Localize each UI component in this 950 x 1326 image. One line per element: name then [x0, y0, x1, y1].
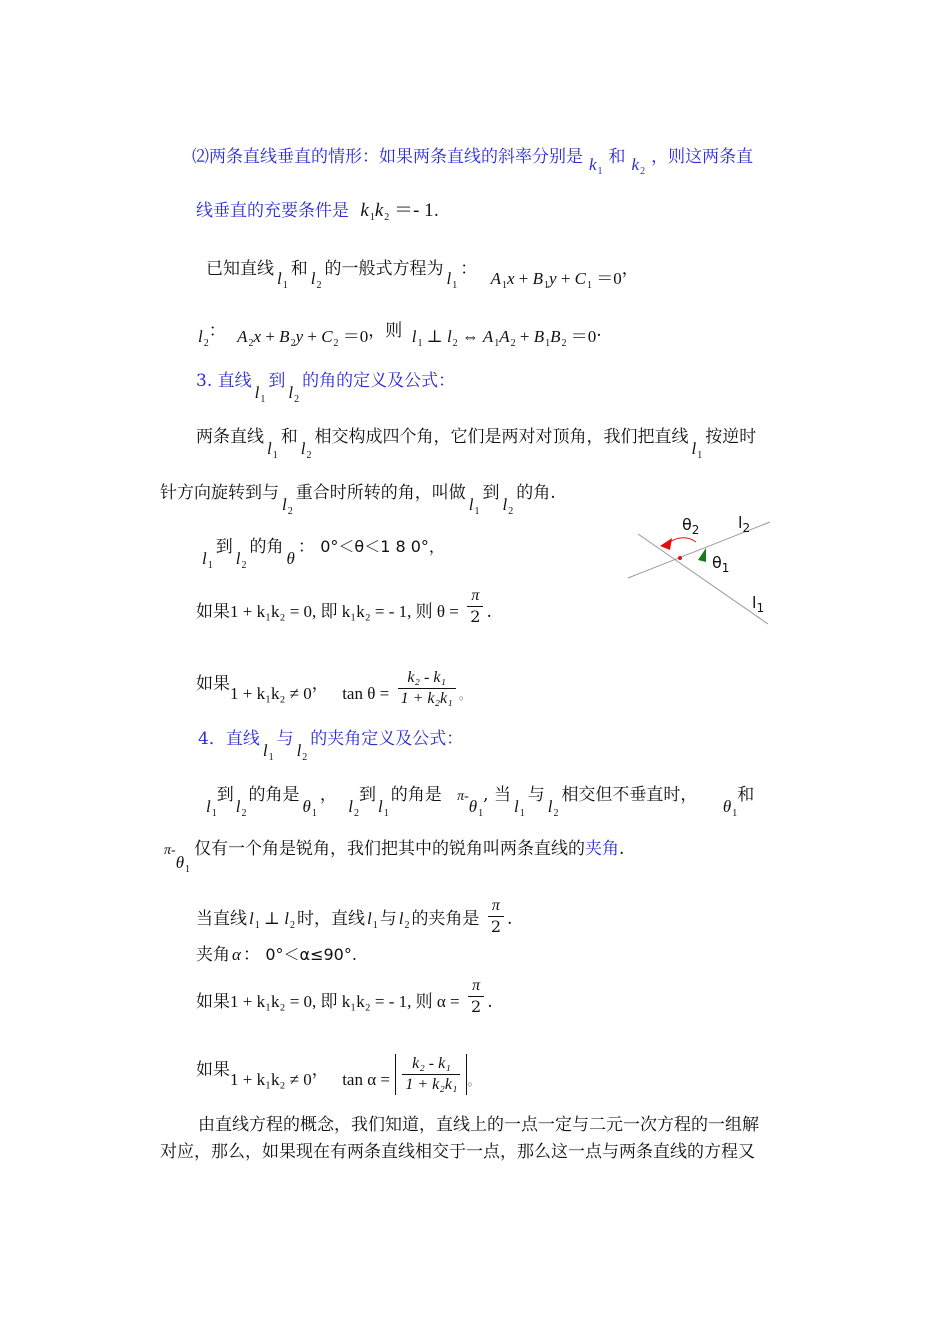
perp-result: $l_1$ ⊥ $l_2$ ⇔ $A_1A_2 + B_1B_2 =0$ — [411, 327, 597, 349]
s4-l1: $l_1$ — [206, 797, 217, 819]
section3-heading-mid: 到 — [268, 371, 286, 391]
s4-if2-expr: 1 + k₁k₂ ≠ 0 — [230, 1070, 312, 1089]
s3-p1-c: 按逆时 — [705, 427, 757, 447]
s4-frac-den-b: 2 — [471, 997, 482, 1016]
s4-perp-with: 与 — [379, 909, 397, 929]
perp-condition: $k_1k_2 =- 1$ — [360, 200, 434, 223]
frac-num: π — [467, 586, 483, 607]
closing-line1: 由直线方程的概念，我们知道，直线上的一点一定与二元一次方程的一组解 — [198, 1115, 759, 1135]
section4-range: 夹角 α ： 0°＜α≤90°. — [196, 945, 357, 965]
math-l1-r: $l_1$ — [202, 549, 213, 571]
s3-p1-and: 和 — [280, 427, 298, 447]
s4-p2-end: . — [619, 839, 625, 859]
l2-label: $l_2$ — [738, 513, 751, 535]
s4-p1-c: 当 — [493, 785, 511, 805]
s4-frac-den: 2 — [490, 917, 502, 936]
math-l1-s3: $l_1$ — [254, 383, 266, 405]
general-intro: 已知直线 — [206, 259, 274, 279]
s4-perp-post: 的夹角是 — [411, 909, 480, 929]
s4-pi-minus: π- — [457, 789, 469, 804]
s4-p1-a: 的角是 — [248, 785, 300, 805]
s4-theta1b: $\theta_1$ — [468, 797, 484, 819]
s3-range-value: 0°＜θ＜1 8 0°， — [320, 537, 445, 556]
s4-if2-label: 如果 — [196, 1060, 230, 1080]
math-l2-s3: $l_2$ — [288, 383, 300, 405]
s3-tan: tan θ = — [342, 684, 390, 703]
general-tail: 的一般式方程为 — [324, 259, 444, 279]
s4-perp-pre: 当直线 — [196, 909, 247, 929]
perp-intro-text: ⑵两条直线垂直的情形：如果两条直线的斜率分别是 — [192, 147, 583, 167]
angle-diagram — [620, 508, 780, 630]
section3-range: $l_1$到$l_2$的角θ： 0°＜θ＜1 8 0°， — [202, 537, 445, 571]
s4-theta1d: $\theta_1$ — [175, 853, 191, 875]
s4-l1c: $l_1$ — [513, 797, 525, 819]
s4-to: 到 — [216, 785, 234, 805]
s4-p1-d: 相交但不垂直时， — [561, 785, 698, 805]
s3-p2-c: 的角. — [516, 483, 556, 503]
s3-range-to: 到 — [215, 537, 233, 557]
s3-if2-expr: 1 + k₁k₂ ≠ 0 — [230, 684, 312, 703]
math-l1: $l_1$ — [277, 269, 288, 291]
section4-heading — [198, 728, 464, 763]
math-l1-b: $l_1$ — [446, 269, 458, 291]
section4-if2: 如果1 + k₁k₂ ≠ 0， tan α = $\frac{\text{k₂ - k₁}}{\text{1 + k₂k₁}}$ $_。$ — [196, 1055, 481, 1093]
s4-l2b: $l_2$ — [348, 797, 359, 819]
s4-range-label: 夹角 — [196, 945, 230, 965]
tan-num: k₂ - k₁ — [398, 668, 456, 689]
math-l2-c: $l_2$ — [198, 327, 209, 349]
frac-den: 2 — [470, 607, 481, 626]
s4-perp-l2: $l_2$ — [398, 909, 410, 931]
s4-tan-num: k₂ - k₁ — [402, 1054, 460, 1075]
math-k1: $k_1$ — [589, 155, 603, 177]
math-l1-p2: $l_1$ — [468, 495, 480, 517]
s3-if1-label: 如果 — [196, 602, 230, 622]
perp-tail: ，则这两条直 — [651, 147, 754, 167]
general-form-line2: $l_2$： $A_2x + B_2y + C_2 =0$，则 $l_1$ ⊥ $l_2$ ⇔ $A_1A_2 + B_1B_2 =0$. — [198, 321, 602, 349]
s3-if1-expr: 1 + k₁k₂ = 0, 即 k₁k₂ = - 1, 则 θ = — [230, 602, 459, 621]
equation-2: $A_2x + B_2y + C_2 =0$ — [237, 327, 369, 349]
s4-theta1c: $\theta_1$ — [722, 797, 738, 819]
math-l2: $l_2$ — [310, 269, 322, 291]
section4-if1: 如果1 + k₁k₂ = 0, 即 k₁k₂ = - 1, 则 α = $\frac{\pi}{2}$ . — [196, 977, 493, 1016]
red-arrow — [660, 538, 672, 550]
s4-alpha: α — [232, 945, 241, 964]
perp-line2: 线垂直的充要条件是 $k_1k_2 =- 1$. — [196, 200, 440, 223]
s4-range-value: 0°＜α≤90°. — [265, 945, 357, 964]
s4-pi-over-2 — [488, 896, 504, 937]
math-l2-p2b: $l_2$ — [502, 495, 514, 517]
general-form-line: 已知直线 $l_1$和 $l_2$的一般式方程为 $l_1$： $A_1x + B_1y + C_1 =0$， — [206, 259, 639, 291]
s3-range-label: 的角 — [249, 537, 284, 557]
section4-heading-mid: 与 — [276, 729, 294, 749]
s3-p2-a: 针方向旋转到与 — [160, 483, 279, 503]
s3-p2-to: 到 — [482, 483, 500, 503]
s4-if1-expr: 1 + k₁k₂ = 0, 即 k₁k₂ = - 1, 则 α = — [230, 992, 460, 1011]
s4-frac-num: π — [488, 896, 504, 917]
math-l2-p2: $l_2$ — [282, 495, 293, 517]
s4-perp-expr: $l_1$ ⊥ $l_2$ — [249, 909, 295, 931]
section3-heading-post: 的角的定义及公式： — [302, 371, 456, 391]
section3-if2: 如果1 + k₁k₂ ≠ 0， tan θ = $\frac{\text{k₂ - k₁}}{\text{1 + k₂k₁}}$ $_。$ — [196, 669, 472, 707]
perp-line2-text: 线垂直的充要条件是 — [196, 201, 349, 221]
math-l1-p1b: $l_1$ — [691, 439, 703, 461]
pi-over-2 — [467, 586, 483, 627]
s4-perp-mid: 时，直线 — [296, 909, 365, 929]
line-l1 — [638, 534, 768, 624]
s4-p2-text: 仅有一个角是锐角，我们把其中的锐角叫两条直线的 — [194, 839, 586, 859]
general-and: 和 — [290, 259, 308, 279]
s4-frac-num-b: π — [468, 976, 484, 997]
theta2-label: $\theta_2$ — [682, 515, 700, 537]
s4-tan: tan α = — [342, 1070, 390, 1089]
s4-term: 夹角 — [585, 839, 620, 859]
then-text: ，则 — [368, 321, 403, 341]
s3-p1-b: 相交构成四个角，它们是两对对顶角，我们把直线 — [314, 427, 689, 447]
math-l2-r: $l_2$ — [235, 549, 247, 571]
math-l2-p1: $l_2$ — [300, 439, 312, 461]
s4-l2: $l_2$ — [235, 797, 247, 819]
s4-tan-fraction — [402, 1054, 460, 1095]
section4-heading-pre: 4．直线 — [198, 729, 260, 749]
s3-p2-b: 重合时所转的角，叫做 — [295, 483, 466, 503]
math-l1-s4: $l_1$ — [262, 741, 274, 763]
l1-label: $l_1$ — [752, 593, 765, 615]
s4-pi-over-2-b — [468, 976, 484, 1017]
tan-fraction — [398, 668, 456, 709]
s4-theta1: $\theta_1$ — [302, 797, 317, 819]
equation-1: $A_1x + B_1y + C_1 =0$ — [490, 269, 622, 291]
s4-l2c: $l_2$ — [547, 797, 559, 819]
section4-p2 — [164, 838, 625, 875]
section4-heading-post: 的夹角定义及公式： — [310, 729, 464, 749]
perp-and: 和 — [608, 147, 626, 167]
section3-heading — [196, 370, 456, 405]
section3-p1 — [196, 426, 757, 461]
s3-p1-a: 两条直线 — [196, 427, 264, 447]
math-l2-s4: $l_2$ — [296, 741, 308, 763]
s4-tan-den: 1 + k₂k₁ — [405, 1076, 458, 1093]
s4-with: 与 — [527, 785, 545, 805]
tan-den: 1 + k₂k₁ — [400, 690, 453, 707]
section3-if1: 如果1 + k₁k₂ = 0, 即 k₁k₂ = - 1, 则 θ = $\frac{\pi}{2}$ . — [196, 587, 492, 626]
s4-if1-label: 如果 — [196, 992, 230, 1012]
theta1-label: $\theta_1$ — [712, 553, 730, 575]
s4-and: 和 — [737, 785, 755, 805]
s4-pi-minus-b: π- — [164, 843, 176, 858]
s3-if2-label: 如果 — [196, 674, 230, 694]
s4-l1b: $l_1$ — [377, 797, 389, 819]
s4-to2: 到 — [358, 785, 376, 805]
intersection-point — [678, 556, 682, 560]
math-l1-p1: $l_1$ — [267, 439, 278, 461]
perp-intro — [192, 146, 753, 175]
s4-abs — [395, 1054, 467, 1095]
closing-line2: 对应，那么，如果现在有两条直线相交于一点，那么这一点与两条直线的方程又 — [160, 1142, 755, 1162]
math-theta: θ — [286, 549, 295, 568]
section3-p2 — [160, 482, 556, 517]
s4-p1-b: 的角是 — [390, 785, 442, 805]
math-k2: $k_2$ — [631, 155, 646, 177]
s4-perp-l1: $l_1$ — [366, 909, 378, 931]
section3-heading-pre: 3. 直线 — [196, 371, 252, 391]
section4-perp: 当直线 $l_1$ ⊥ $l_2$ 时，直线 $l_1$ 与 $l_2$ 的夹角是 $\frac{\pi}{2}$ . — [196, 897, 513, 936]
section4-p1: $l_1$到$l_2$的角是$\theta_1$， $l_2$到$l_1$的角是 $\pi-\theta_1$, 当$l_1$与$l_2$相交但不垂直时， $\theta_1$和 — [206, 785, 755, 819]
